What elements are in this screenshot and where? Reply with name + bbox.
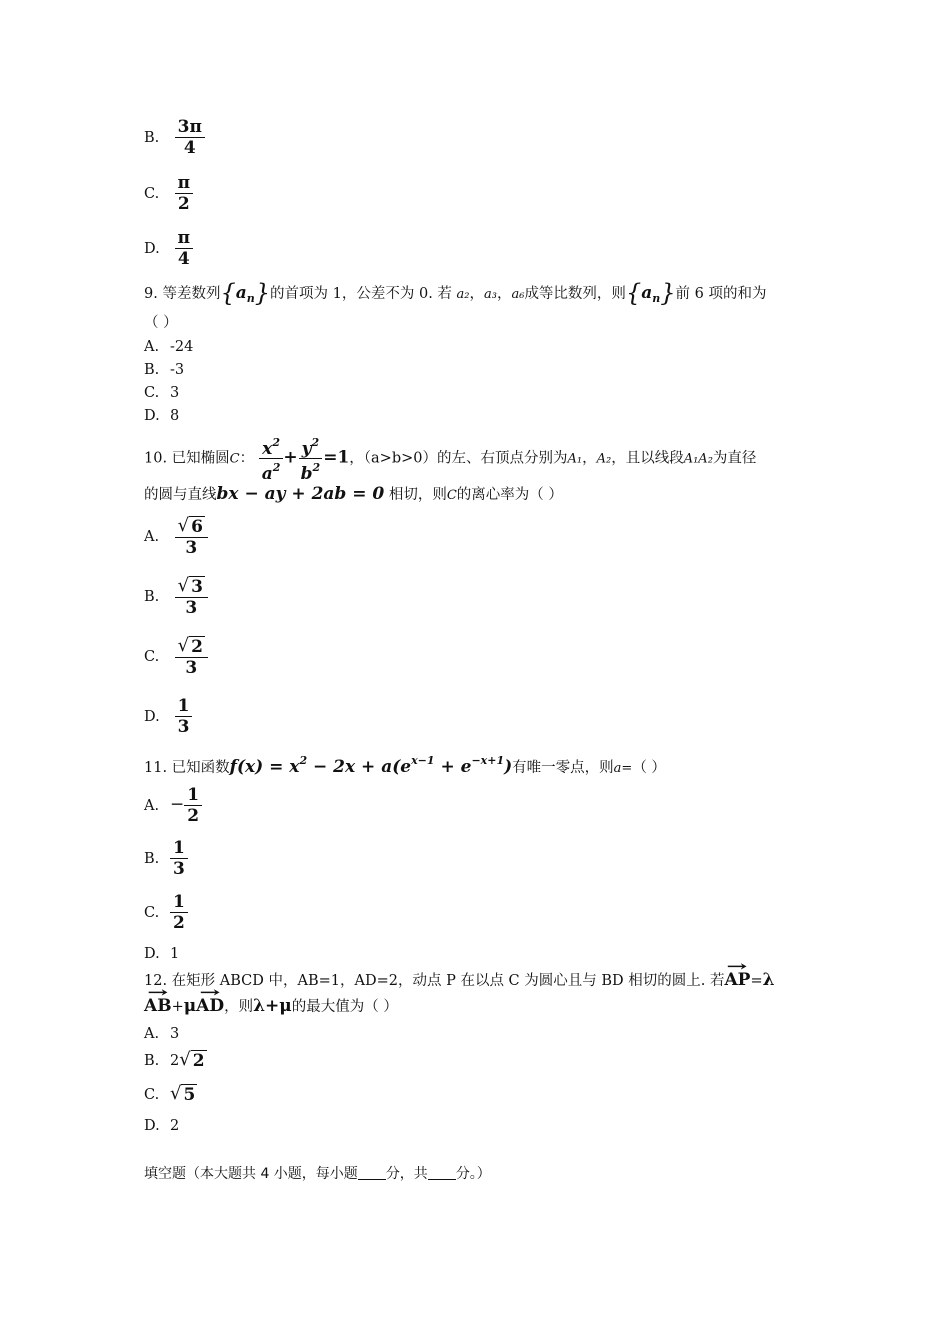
option-coef: 2	[170, 1053, 180, 1069]
fraction-denominator: 4	[183, 138, 196, 158]
fraction-denominator: 4	[177, 249, 190, 269]
fraction: $\frac{1}{3}$	[170, 838, 188, 879]
line-equation: bx − ay + 2ab = 0	[216, 484, 385, 504]
q12-stem: 12. 在矩形 ABCD 中，AB=1，AD=2，动点 P 在以点 C 为圆心且与 BD 相切的圆上. 若→ AP=λ	[144, 970, 775, 991]
fraction-numerator: π	[175, 228, 193, 249]
option-letter: A.	[144, 1026, 160, 1042]
option-letter: A.	[144, 797, 160, 814]
q12-option-a	[144, 1024, 179, 1044]
fraction	[175, 228, 193, 269]
option-letter: D.	[144, 240, 160, 257]
option-letter: A.	[144, 529, 160, 545]
sqrt-expression: √ 5	[170, 1083, 196, 1105]
blank-underline	[428, 1165, 456, 1180]
equation-rhs: =1	[323, 447, 350, 468]
fraction-y2-b2: $\frac{y^2}{b^2}$	[300, 436, 321, 484]
q12-option-d	[144, 1116, 179, 1136]
q9-option-c	[144, 383, 179, 403]
q9-stem: 9. 等差数列$\{a_n\}$的首项为 1，公差不为 0. 若 a₂，a₃，a₆成等比数列，则$\{a_n\}$前 6 项的和为	[144, 279, 767, 307]
vector-ab: → AB	[144, 996, 172, 1016]
section-heading: 填空题（本大题共 4 小题，每小题 分，共 分。）	[144, 1166, 491, 1182]
question-number: 10. 已知椭圆	[144, 450, 230, 467]
fraction: $\frac{1}{2}$	[184, 785, 202, 826]
q9-option-d	[144, 406, 179, 426]
q9-option-b	[144, 360, 184, 380]
q10-option-a	[144, 516, 208, 558]
question-number: 9. 等差数列	[144, 286, 221, 302]
q10-option-b	[144, 576, 208, 618]
fraction: √ 6 3	[175, 516, 208, 558]
lambda-symbol: λ	[762, 970, 775, 990]
option-letter: C.	[144, 185, 160, 202]
fraction-denominator: 2	[177, 194, 190, 214]
q10-stem-line2: 的圆与直线bx − ay + 2ab = 0 相切，则C的离心率为（ ）	[144, 484, 563, 504]
question-text: 12. 在矩形 ABCD 中，AB=1，AD=2，动点 P 在以点 C 为圆心且与 BD 相切的圆上. 若	[144, 973, 725, 989]
fraction	[175, 173, 193, 214]
q11-option-b	[144, 838, 188, 879]
q12-option-c	[144, 1084, 197, 1105]
vector-ap: → AP	[724, 970, 750, 990]
mu-symbol: μ	[183, 996, 197, 1016]
question-text: 的首项为 1，公差不为 0. 若	[270, 286, 452, 302]
q8-option-d	[144, 228, 193, 269]
q10-option-d	[144, 696, 192, 737]
option-text: -24	[170, 339, 194, 355]
answer-paren: （ ）	[144, 315, 178, 331]
fraction-numerator: π	[175, 173, 193, 194]
sequence-symbol: $\{a_n\}$	[220, 279, 271, 307]
q12-stem-line2: → AB+μ→ AD，则λ+μ的最大值为（ ）	[144, 996, 398, 1017]
fraction: √ 2 3	[175, 636, 208, 678]
fraction: $\frac{1}{2}$	[170, 892, 188, 933]
q12-option-b	[144, 1050, 207, 1071]
term-a2: a₂	[456, 287, 470, 302]
option-letter: D.	[144, 408, 160, 424]
vector-ad: → AD	[196, 996, 224, 1016]
q9-option-a	[144, 337, 193, 357]
q10-stem: 10. 已知椭圆C： $\frac{x^2}{a^2}$ + $\frac{y^2}{b^2}$ =1，（a>b>0）的左、右顶点分别为A₁，A₂，且以线段A₁A₂为直径	[144, 436, 757, 484]
option-letter: D.	[144, 708, 160, 725]
lambda-plus-mu: λ+μ	[253, 996, 292, 1016]
option-letter: B.	[144, 129, 160, 146]
question-text: ，（a>b>0）的左、右顶点分别为	[349, 450, 568, 467]
minus-sign: −	[170, 794, 185, 815]
question-text: 成等比数列，则	[524, 286, 626, 302]
sqrt-expression: √ 2	[179, 1049, 205, 1071]
fraction: √ 3 3	[175, 576, 208, 618]
term-a6: a₆	[511, 287, 525, 302]
option-letter: C.	[144, 649, 160, 665]
option-letter: C.	[144, 1087, 160, 1103]
option-letter: C.	[144, 385, 160, 401]
option-text: -3	[170, 362, 185, 378]
q8-option-b	[144, 117, 205, 158]
function-expression: $f(x) = x^2 - 2x + a(e^{x-1} + e^{-x+1})$	[229, 754, 513, 777]
option-letter: A.	[144, 339, 160, 355]
option-text: 1	[170, 946, 180, 962]
q11-option-a	[144, 785, 202, 826]
option-letter: D.	[144, 946, 160, 962]
question-number: 11. 已知函数	[144, 760, 230, 776]
option-letter: B.	[144, 1053, 160, 1069]
fraction	[175, 117, 205, 158]
fraction-x2-a2: $\frac{x^2}{a^2}$	[259, 434, 284, 483]
option-text: 3	[170, 385, 180, 401]
blank-underline	[358, 1165, 386, 1180]
option-letter: C.	[144, 904, 160, 921]
option-text: 2	[170, 1118, 180, 1134]
q8-option-c	[144, 173, 193, 214]
sequence-symbol: $\{a_n\}$	[625, 279, 676, 307]
q11-option-c	[144, 892, 188, 933]
option-letter: B.	[144, 850, 160, 867]
q11-option-d	[144, 944, 179, 964]
option-letter: B.	[144, 362, 160, 378]
option-text: 8	[170, 408, 180, 424]
q11-stem: 11. 已知函数$f(x) = x^2 - 2x + a(e^{x-1} + e^{-x+1})$有唯一零点，则a=（ ）	[144, 754, 666, 777]
q10-option-c	[144, 636, 208, 678]
term-a3: a₃	[484, 287, 497, 302]
option-letter: D.	[144, 1118, 160, 1134]
question-text: 前 6 项的和为	[675, 286, 767, 302]
option-text: 3	[170, 1026, 180, 1042]
option-letter: B.	[144, 589, 160, 605]
fraction: $\frac{1}{3}$	[175, 696, 193, 737]
fraction-numerator: 3π	[175, 117, 205, 138]
